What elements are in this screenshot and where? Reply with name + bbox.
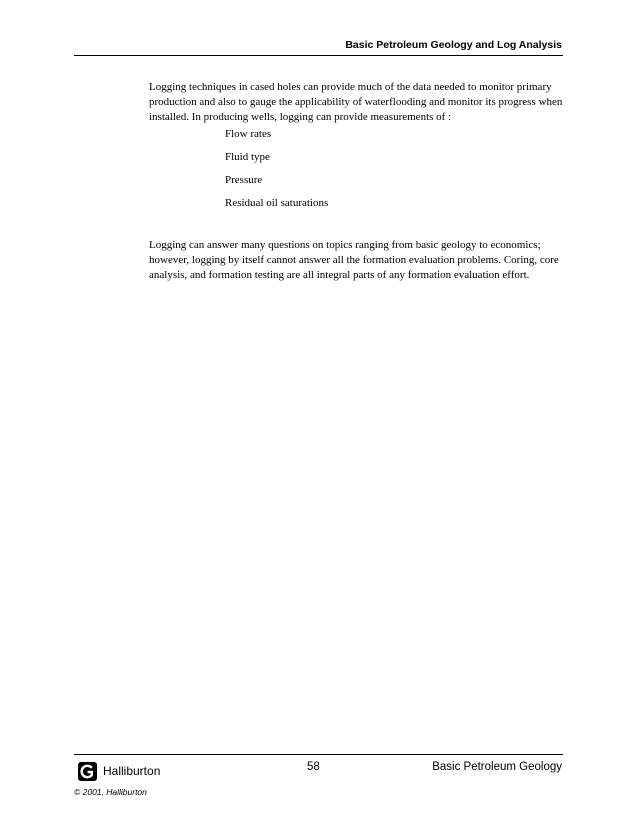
- measurements-list: [225, 127, 328, 219]
- running-header-title: Basic Petroleum Geology and Log Analysis: [345, 39, 562, 51]
- header-rule: [74, 55, 563, 56]
- page-number: 58: [307, 761, 320, 773]
- footer-rule: [74, 754, 563, 755]
- intro-paragraph: Logging techniques in cased holes can provide much of the data needed to monitor primary production and also to gauge the applicability of waterflooding and monitor its progress when installed. In producing wells, logging can provide measurements of :: [149, 81, 563, 124]
- list-item: Pressure: [225, 174, 263, 186]
- list-item: Residual oil saturations: [225, 197, 329, 209]
- halliburton-logo-icon: [78, 762, 97, 781]
- list-item: Fluid type: [225, 151, 270, 163]
- copyright-notice: © 2001, Halliburton: [74, 787, 147, 797]
- footer-company-name: Halliburton: [103, 764, 161, 778]
- footer-book-title: Basic Petroleum Geology: [432, 761, 562, 773]
- closing-paragraph: Logging can answer many questions on topics ranging from basic geology to economics; however, logging by itself cannot answer all the formation evaluation problems. Coring, core analysis, and formation testing are all integral parts of any formation evaluation effort.: [149, 239, 559, 282]
- list-item: Flow rates: [225, 128, 272, 140]
